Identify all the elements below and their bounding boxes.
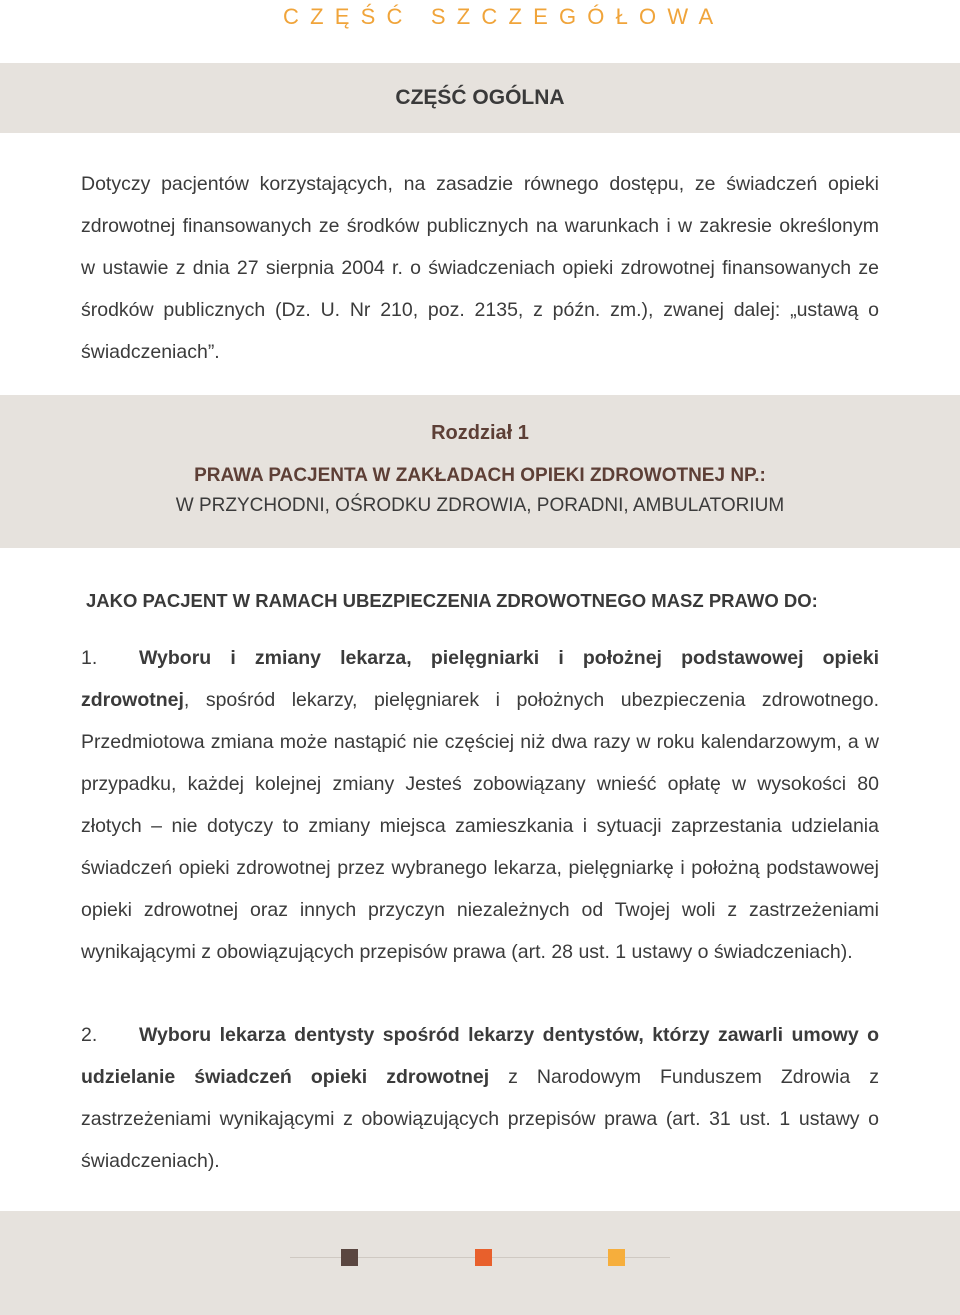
chapter-title: PRAWA PACJENTA W ZAKŁADACH OPIEKI ZDROWOTNEJ NP.: [194, 465, 766, 486]
item-bold-text: Wyboru lekarza dentysty spośród lekarzy dentystów, którzy zawarli umowy o udzielanie świadczeń opieki zdrowotnej [81, 1024, 879, 1088]
rights-item [81, 1014, 879, 1182]
item-text: z Narodowym Funduszem Zdrowia z zastrzeżeniami wynikającymi z obowiązujących przepisów prawa (art. 31 ust. 1 ustawy o świadczeniach). [81, 1066, 879, 1172]
intro-paragraph: Dotyczy pacjentów korzystających, na zasadzie równego dostępu, ze świadczeń opieki zdrowotnej finansowanych ze środków publicznych na warunkach i w zakresie określonym w ustawie z dnia 27 sierpnia 2004 r. o świadczeniach opieki zdrowotnej finansowanych ze środków publicznych (Dz. U. Nr 210, poz. 2135, z późn. zm.), zwanej dalej: „ustawą o świadczeniach”. [81, 173, 879, 363]
item-number: 1. [81, 647, 98, 669]
general-section-title: CZĘŚĆ OGÓLNA [395, 86, 565, 109]
item-number: 2. [81, 1024, 98, 1046]
footer-square-yellow [608, 1249, 625, 1266]
chapter-number: Rozdział 1 [431, 422, 529, 444]
section-title: CZĘŚĆ SZCZEGÓŁOWA [283, 4, 725, 29]
item-text: , spośród lekarzy, pielęgniarek i położnych ubezpieczenia zdrowotnego. Przedmiotowa zmiana może nastąpić nie częściej niż dwa razy w roku kalendarzowym, a w przypadku, każdej kolejnej zmiany Jesteś zobowiązany wnieść opłatę w wysokości 80 złotych – nie dotyczy to zmiany miejsca zamieszkania i sytuacji zaprzestania udzielania świadczeń opieki zdrowotnej przez wybranego lekarza, pielęgniarkę i położną podstawowej opieki zdrowotnej oraz innych przyczyn niezależnych od Twojej woli z zastrzeżeniami wynikającymi z obowiązujących przepisów prawa (art. 28 ust. 1 ustawy o świadczeniach). [81, 689, 879, 963]
footer-square-orange [475, 1249, 492, 1266]
rights-item [81, 637, 879, 973]
rights-heading: JAKO PACJENT W RAMACH UBEZPIECZENIA ZDROWOTNEGO MASZ PRAWO DO: [86, 590, 818, 611]
footer-square-brown [341, 1249, 358, 1266]
item-bold-text: Wyboru i zmiany lekarza, pielęgniarki i położnej podstawowej opieki zdrowotnej [81, 647, 879, 711]
chapter-subtitle: W PRZYCHODNI, OŚRODKU ZDROWIA, PORADNI, AMBULATORIUM [175, 495, 785, 516]
